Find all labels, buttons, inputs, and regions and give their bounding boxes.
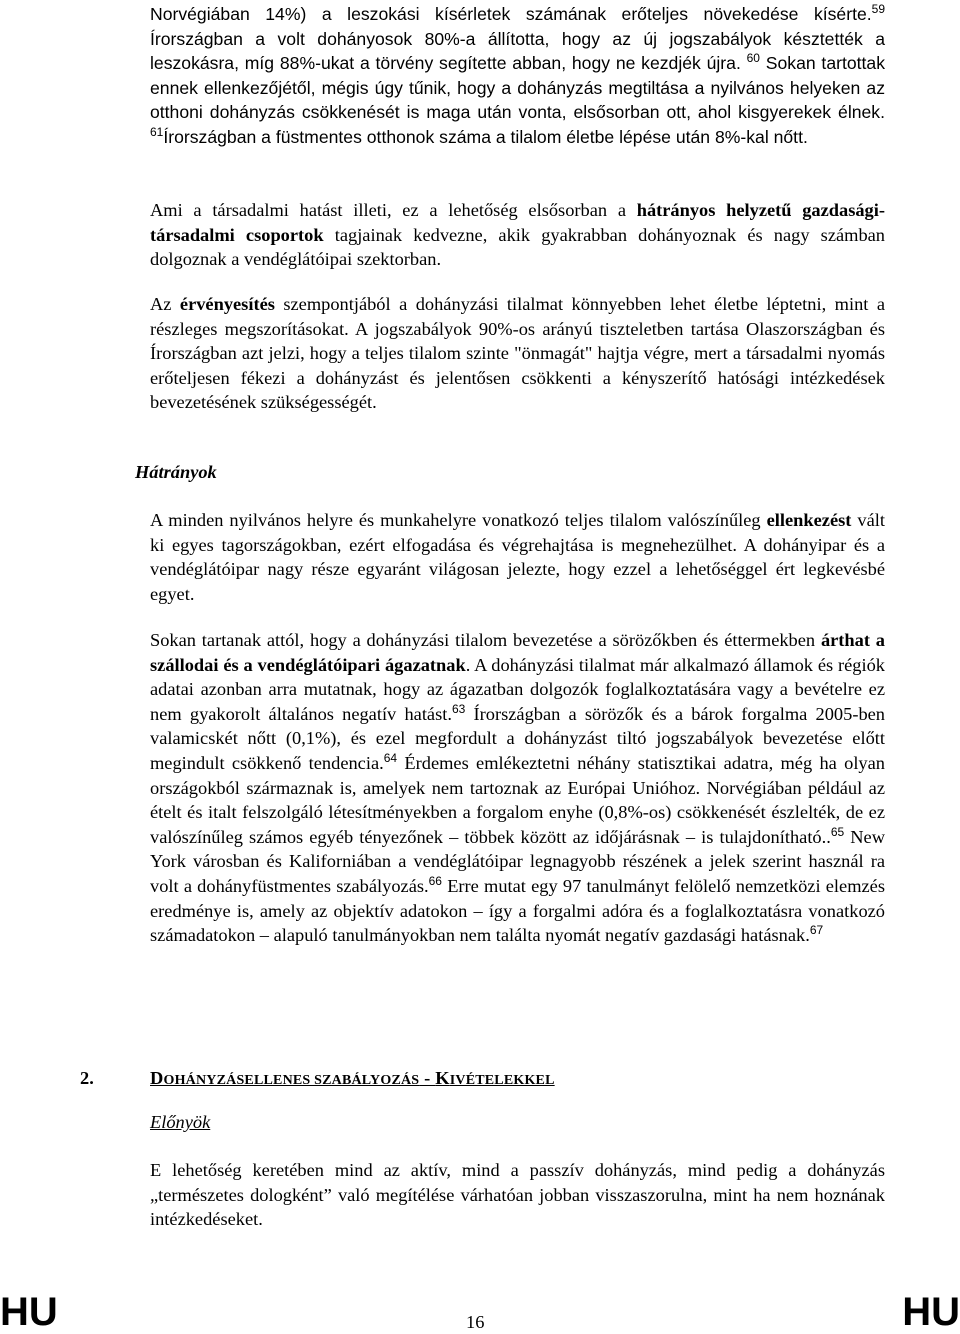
text: Írországban a sörözők és a bárok forgalma 2005-ben valamicskét nőtt (0,1%), és ezel megfordult a dohányzást tiltó jogszabályok bevezetése előtt megindult csökkenő tendencia.	[150, 703, 885, 773]
footer-language-right: HU	[902, 1290, 960, 1334]
bold-text: hátrányos helyzetű gazdasági-társadalmi csoportok	[150, 200, 885, 245]
text: Sokan tartanak attól, hogy a dohányzási tilalom bevezetése a sörözőkben és éttermekben	[150, 630, 821, 650]
heading-elonyok: Előnyök	[150, 1112, 211, 1132]
bold-text: érvényesítés	[179, 294, 275, 314]
text: Norvégiában 14%) a leszokási kísérletek számának erőteljes növekedése kísérte.	[150, 4, 872, 24]
text: Írországban a volt dohányosok 80%-a állította, hogy az új jogszabályok késztették a leszokásra, míg 88%-ukat a törvény segítette abban, hogy ne kezdjék újra.	[150, 28, 885, 74]
text: New York városban és Kaliforniában a vendéglátóipar legnagyobb részének a jelek szerint használ ra volt a dohányfüstmentes szabályozás.	[150, 826, 885, 896]
text: Az	[150, 294, 180, 314]
footnote-ref-67[interactable]: 67	[809, 923, 824, 938]
paragraph-elonyok: E lehetőség keretében mind az aktív, mind a passzív dohányzás, mind pedig a dohányzás „természetes dologként” való megítélése várhatóan jobban visszaszorulna, mint ha nem hoznának intézkedéseket.	[150, 1160, 885, 1230]
text: A minden nyilvános helyre és munkahelyre vonatkozó teljes tilalom valószínűleg	[150, 510, 767, 530]
footnote-ref-59[interactable]: 59	[871, 2, 885, 16]
footnote-ref-63[interactable]: 63	[451, 701, 466, 716]
text: Érdemes emlékeztetni néhány statisztikai adatra, még ha olyan országokból származnak is, amelyek nem tartoznak az Európai Unióhoz. Norvégiában például az ételt és italt felszolgáló létesítményekben a forgalom enyhe (0,8%-os) csökkenését észlelték, de ez valószínűleg számos egyéb tényezőnek – többek között az időjárásnak – is tulajdonítható..	[150, 752, 885, 847]
text: -	[419, 1068, 436, 1088]
heading-hatranyok: Hátrányok	[135, 462, 217, 482]
paragraph-vendeglatoipar	[150, 628, 885, 948]
text: IVÉTELEKKEL	[449, 1073, 555, 1088]
text: szempontjából a dohányzási tilalmat könnyebben lehet életbe léptetni, mint a részleges megszorításokat. A jogszabályok 90%-os arányú tiszteletben tartása Olaszországban és Írországban azt jelzi, hogy a teljes tilalom szinte "önmagát" hajtja végre, mert a társadalmi nyomás erőteljesen fékezi a dohányzást és jelentősen csökkenti a kényszerítő hatósági intézkedések bevezetésének szükségességét.	[150, 294, 885, 413]
footer-language-left: HU	[0, 1290, 58, 1334]
footnote-ref-61[interactable]: 61	[150, 124, 164, 139]
text: Sokan tartottak ennek ellenkezőjétől, mégis úgy tűnik, hogy a dohányzás megtiltása a nyilvános helyeken az otthoni dohányzás csökkenését is maga után vonta, elsősorban ott, ahol kisgyerekek élnek.	[150, 53, 885, 123]
bold-text: árthat a szállodai és a vendéglátóipari ágazatnak	[150, 630, 885, 675]
text: K	[435, 1068, 450, 1088]
text: Írországban a füstmentes otthonok száma a tilalom életbe lépése után 8%-kal nőtt.	[163, 126, 808, 147]
text: D	[150, 1068, 164, 1088]
footnote-ref-64[interactable]: 64	[383, 750, 398, 765]
text: OHÁNYZÁSELLENES SZABÁLYOZÁS	[163, 1073, 420, 1088]
text: vált ki egyes tagországokban, ezért elfogadása és végrehajtása is megnehezülhet. A dohányipar és a vendéglátóipar nagy része egyaránt világosan jelezte, hogy ezzel a lehetőséggel ért legkevésbé egyet.	[150, 510, 885, 604]
bold-text: ellenkezést	[766, 510, 852, 530]
footnote-ref-60[interactable]: 60	[746, 51, 760, 66]
paragraph-ellenkezes	[150, 508, 885, 606]
paragraph-leszokas	[150, 2, 885, 150]
paragraph-ervenyesites	[150, 292, 885, 415]
section-number: 2.	[80, 1068, 94, 1088]
text: tagjainak kedvezne, akik gyakrabban dohányoznak és nagy számban dolgoznak a vendéglátóipai szektorban.	[150, 224, 886, 270]
section-title	[150, 1068, 555, 1089]
footnote-ref-65[interactable]: 65	[830, 824, 845, 839]
paragraph-tarsadalmi-hatas	[150, 198, 885, 272]
footnote-ref-66[interactable]: 66	[428, 873, 442, 888]
text: . A dohányzási tilalmat már alkalmazó államok és régiók adatai azonban arra mutatnak, hogy az ágazatban dolgozók foglalkoztatására vagy a bevételre ez nem gyakorolt általános negatív hatást.	[150, 654, 885, 724]
text: Erre mutat egy 97 tanulmányt felölelő nemzetközi elemzés eredménye is, amely az objektív adatokon – így a forgalmi adóra és a foglalkoztatásra vonatkozó számadatokon – alapuló tanulmányokban nem találta nyomát negatív gazdasági hatásnak.	[150, 875, 885, 946]
page-number: 16	[466, 1312, 485, 1332]
text: Ami a társadalmi hatást illeti, ez a lehetőség elsősorban a	[150, 200, 637, 220]
